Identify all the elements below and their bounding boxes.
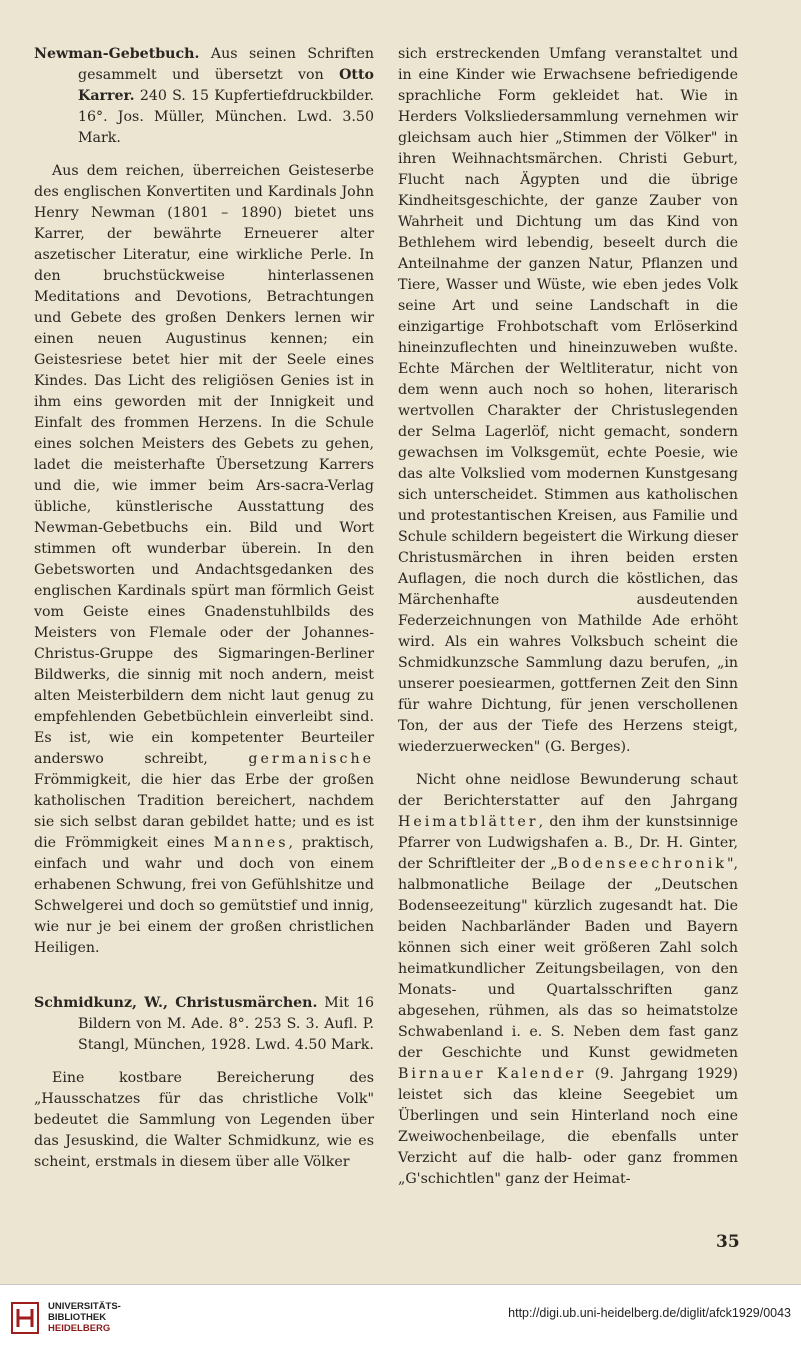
entry-bibliography: Mit 16 Bildern von M. Ade. 8°. 253 S. 3. Aufl. P. Stangl, München, 1928. Lwd. 4.50 Mark. — [78, 995, 374, 1053]
entry-title: Newman-Gebetbuch. — [34, 46, 200, 62]
paragraph-text-end: , praktisch, einfach und wahr und doch von einem erhabenen Schwung, frei von Gefühlshitze und Schwelgerei und doch so gemütstief und innig, wie nur je bei einem der großen christlichen Heiligen. — [34, 835, 374, 956]
review-paragraph: Eine kostbare Bereicherung des „Hausschatzes für das christliche Volk" bedeutet die Sammlung von Legenden über das Jesuskind, die Walter Schmidkunz, wie es scheint, erstmals in diesem über alle Völker — [34, 1070, 374, 1170]
entry-title: Schmidkunz, W., Christusmärchen. — [34, 995, 318, 1011]
paragraph-text-cont: , den ihm der kunstsinnige Pfarrer von Ludwigshafen a. B., Dr. H. Ginter, der Schriftleiter der „ — [398, 814, 738, 872]
emphasized-word: germanische — [248, 751, 374, 767]
emphasized-title: Birnauer Kalender — [398, 1066, 587, 1082]
emphasized-title: Bodenseechronik — [557, 856, 727, 872]
review-paragraph — [398, 770, 738, 1190]
review-paragraph — [34, 161, 374, 959]
review-paragraph-cont: sich erstreckenden Umfang veranstaltet und in eine Kinder wie Erwachsene befriedigende sprachliche Form gekleidet hat. Wie in Herders Volksliedersammlung vernehmen wir gleichsam auch hier „Stimmen der Völker" in ihren Weihnachtsmärchen. Christi Geburt, Flucht nach Ägypten und die übrige Kindheitsgeschichte, der ganze Zauber von Wahrheit und Dichtung um das Kind von Bethlehem wird lebendig, beseelt durch die Anteilnahme der ganzen Natur, Pflanzen und Tiere, Wasser und Wüste, wie eben jedes Volk seine Art und seine Landschaft in die einzigartige Frohbotschaft vom Erlöserkind hineinzuflechten und hineinzuweben wußte. Echte Märchen der Weltliteratur, nicht von dem wenn auch noch so hohen, literarisch wertvollen Charakter der Christuslegenden der Selma Lagerlöf, nicht gemacht, sondern gewachsen im Volksgemüt, echte Poesie, wie das alte Volkslied vom modernen Kunstgesang sich unterscheidet. Stimmen aus katholischen und protestantischen Kreisen, aus Familie und Schule schildern begeistert die Wirkung dieser Christusmärchen in ihren beiden ersten Auflagen, die noch durch die köstlichen, das Märchenhafte ausdeutenden Federzeichnungen von Mathilde Ade erhöht wird. Als ein wahres Volksbuch scheint die Schmidkunzsche Sammlung dazu berufen, „in unserer poesiearmen, gottfernen Zeit den Sinn für wahre Dichtung, für jenen verschollenen Ton, der aus der Tiefe des Herzens steigt, wiederzuerwecken" (G. Berges). — [398, 46, 738, 755]
right-column — [398, 44, 738, 1190]
paragraph-text: Aus dem reichen, überreichen Geisteserbe des englischen Konvertiten und Kardinals John Henry Newman (1801 – 1890) bietet uns Karrer, der bewährte Erneuerer alter aszetischer Literatur, eine wirkliche Perle. In den bruchstückweise hinterlassenen Meditations and Devotions, Betrachtungen und Gebete des großen Denkers lernen wir einen neuen Augustinus kennen; ein Geistesriese betet hier mit der Seele eines Kindes. Das Licht des religiösen Genies ist in ihm eins geworden mit der Innigkeit und Einfalt des frommen Herzens. In die Schule eines solchen Meisters des Gebets zu gehen, ladet die meisterhafte Übersetzung Karrers und die, wie immer beim Ars-sacra-Verlag übliche, künstlerische Ausstattung des Newman-Gebetbuchs ein. Bild und Wort stimmen oft wunderbar überein. In den Gebetsworten und Andachtsgedanken des englischen Kardinals spürt man förmlich Geist vom Geiste eines Gnadenstuhlbilds des Meisters von Flemale oder der Johannes-Christus-Gruppe des Sigmaringen-Berliner Bildwerks, die sinnig mit noch andern, meist alten Meisterbildern dem nicht laut genug zu empfehlenden Gebetbüchlein einverleibt sind. Es ist, wie ein kompetenter Beurteiler anderswo schreibt, — [34, 163, 374, 767]
source-url-link[interactable]: http://digi.ub.uni-heidelberg.de/diglit/afck1929/0043 — [508, 1306, 791, 1320]
review-entry-heading — [34, 44, 374, 149]
library-logo-icon — [10, 1301, 40, 1335]
page-number: 35 — [716, 1232, 740, 1252]
library-name — [48, 1301, 121, 1334]
entry-bibliography: Aus seinen Schriften gesammelt und übersetzt von — [78, 46, 374, 83]
review-entry-heading — [34, 993, 374, 1056]
footer-bar — [0, 1284, 801, 1349]
entry-bibliography-cont: 240 S. 15 Kupfertiefdruckbilder. 16°. Jos. Müller, München. Lwd. 3.50 Mark. — [78, 88, 374, 146]
library-name-line: BIBLIOTHEK — [48, 1312, 107, 1323]
library-name-line: UNIVERSITÄTS- — [48, 1301, 121, 1312]
library-name-line: HEIDELBERG — [48, 1323, 111, 1334]
entry-author: Otto Karrer. — [78, 67, 374, 104]
paragraph-text-cont: Frömmigkeit, die hier das Erbe der großen katholischen Tradition bereichert, nachdem sie sich selbst daran gebildet hatte; und es ist die Frömmigkeit eines — [34, 772, 374, 851]
left-column — [34, 44, 374, 1173]
paragraph-text-end: (9. Jahrgang 1929) leistet sich das kleine Seegebiet um Überlingen und sein Hinterland noch eine Zweiwochenbeilage, die ebenfalls unter Verzicht auf die halb- oder ganz frommen „G'schichtlen" ganz der Heimat- — [398, 1066, 738, 1187]
paragraph-text: Nicht ohne neidlose Bewunderung schaut der Berichterstatter auf den Jahrgang — [398, 772, 738, 809]
emphasized-title: Heimatblätter — [398, 814, 539, 830]
emphasized-word: Mannes — [213, 835, 289, 851]
paragraph-text-cont: ", halbmonatliche Beilage der „Deutschen Bodenseezeitung" kürzlich zugesandt hat. Die beiden Nachbarländer Baden und Bayern können sich einer weit größeren Zahl solch heimatkundlicher Zeitungsbeilagen, von den Monats- und Quartalsschriften ganz abgesehen, rühmen, als das so heimatstolze Schwabenland i. e. S. Neben dem fast ganz der Geschichte und Kunst gewidmeten — [398, 856, 738, 1061]
